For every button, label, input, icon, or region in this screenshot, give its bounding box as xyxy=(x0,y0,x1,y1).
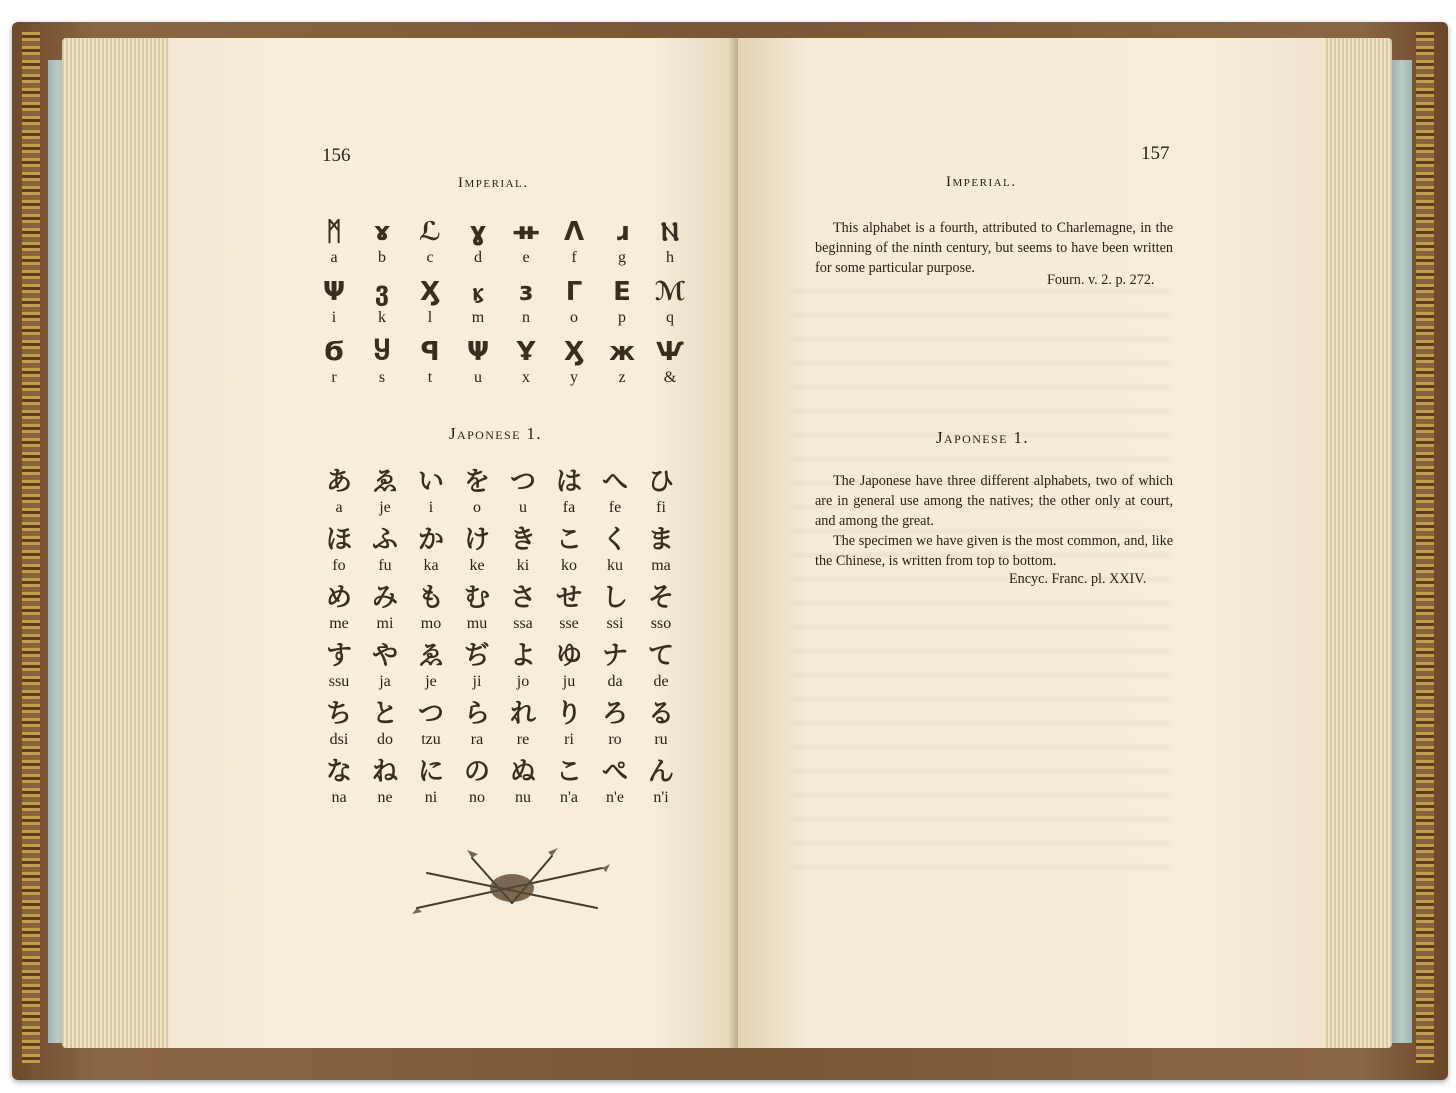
letter-label: g xyxy=(618,249,626,266)
letter-label: a xyxy=(330,249,338,266)
letter-label: z xyxy=(618,369,626,386)
letter-glyph: ろ xyxy=(601,699,628,729)
letter-label: f xyxy=(571,249,577,266)
letter-glyph: ɣ xyxy=(469,217,487,247)
letter-label: & xyxy=(663,369,677,386)
letter-label: je xyxy=(425,673,437,690)
letter-label: p xyxy=(618,309,626,326)
letter-cell xyxy=(638,698,684,750)
letter-label: ko xyxy=(561,557,577,574)
letter-label: ro xyxy=(608,731,622,748)
letter-cell xyxy=(592,466,638,518)
letter-label: je xyxy=(379,499,391,516)
letter-cell xyxy=(454,640,500,692)
endpaper-edge xyxy=(1392,60,1412,1043)
letter-label: de xyxy=(653,673,669,690)
letter-glyph: や xyxy=(371,641,398,671)
letter-cell xyxy=(638,466,684,518)
letter-cell xyxy=(550,216,598,268)
letter-glyph: も xyxy=(417,583,444,613)
letter-glyph: す xyxy=(325,641,352,671)
page-number-left: 156 xyxy=(322,145,351,166)
letter-label: mi xyxy=(376,615,394,632)
japonese-description xyxy=(815,471,1173,571)
letter-glyph: ꟼ xyxy=(420,337,440,367)
letter-label: ru xyxy=(654,731,668,748)
letter-glyph: ゆ xyxy=(555,641,582,671)
letter-glyph: ほ xyxy=(325,525,352,555)
letter-cell xyxy=(550,276,598,328)
letter-label: ra xyxy=(470,731,484,748)
crossed-arms-ornament xyxy=(412,848,612,918)
letter-label: n'a xyxy=(560,789,578,806)
letter-cell xyxy=(550,336,598,388)
letter-cell xyxy=(310,216,358,268)
letter-label: re xyxy=(516,731,530,748)
letter-label: no xyxy=(469,789,485,806)
letter-label: mu xyxy=(466,615,488,632)
letter-label: k xyxy=(378,309,386,326)
letter-cell xyxy=(362,698,408,750)
letter-label: u xyxy=(519,499,527,516)
letter-cell xyxy=(454,698,500,750)
letter-cell xyxy=(502,336,550,388)
letter-cell xyxy=(500,466,546,518)
letter-cell xyxy=(454,276,502,328)
letter-glyph: ᛗ xyxy=(326,217,342,247)
cover-border-ornament xyxy=(22,32,40,1063)
letter-cell xyxy=(646,216,694,268)
letter-cell xyxy=(592,756,638,808)
letter-cell xyxy=(546,640,592,692)
letter-glyph: く xyxy=(601,525,628,555)
letter-cell xyxy=(406,216,454,268)
letter-cell xyxy=(358,216,406,268)
letter-glyph: き xyxy=(509,525,536,555)
letter-label: n xyxy=(522,309,530,326)
letter-cell xyxy=(546,582,592,634)
letter-label: da xyxy=(607,673,623,690)
letter-label: sso xyxy=(650,615,672,632)
letter-cell xyxy=(362,582,408,634)
letter-cell xyxy=(646,336,694,388)
letter-cell xyxy=(358,336,406,388)
letter-glyph: ナ xyxy=(601,641,628,671)
letter-glyph: ね xyxy=(371,757,398,787)
letter-glyph: な xyxy=(325,757,352,787)
letter-cell xyxy=(502,216,550,268)
letter-glyph: ら xyxy=(463,699,490,729)
letter-cell xyxy=(454,524,500,576)
letter-glyph: さ xyxy=(509,583,536,613)
letter-label: fa xyxy=(562,499,576,516)
letter-label: ma xyxy=(651,557,671,574)
letter-label: fo xyxy=(332,557,346,574)
letter-cell xyxy=(598,276,646,328)
letter-label: t xyxy=(427,369,433,386)
letter-label: me xyxy=(329,615,349,632)
letter-cell xyxy=(406,276,454,328)
letter-label: ssa xyxy=(513,615,533,632)
letter-cell xyxy=(500,756,546,808)
letter-label: m xyxy=(471,309,485,326)
letter-cell xyxy=(546,698,592,750)
letter-cell xyxy=(362,640,408,692)
letter-glyph: り xyxy=(555,699,582,729)
letter-label: jo xyxy=(516,673,530,690)
letter-glyph: Ұ xyxy=(516,337,536,367)
letter-label: do xyxy=(377,731,393,748)
letter-glyph: あ xyxy=(325,467,352,497)
letter-glyph: せ xyxy=(555,583,582,613)
letter-glyph: ⳤ xyxy=(472,277,484,307)
letter-label: fi xyxy=(656,499,666,516)
letter-label: a xyxy=(335,499,343,516)
letter-glyph: か xyxy=(417,525,444,555)
letter-cell xyxy=(362,756,408,808)
letter-label: ki xyxy=(516,557,530,574)
letter-glyph: ぬ xyxy=(509,757,536,787)
letter-glyph: ɤ xyxy=(373,217,391,247)
page-number-right: 157 xyxy=(1141,143,1170,164)
letter-label: i xyxy=(331,309,337,326)
letter-glyph: と xyxy=(371,699,398,729)
letter-cell xyxy=(362,524,408,576)
letter-cell xyxy=(638,524,684,576)
letter-glyph: Ψ xyxy=(466,337,490,367)
letter-cell xyxy=(316,640,362,692)
letter-glyph: そ xyxy=(647,583,674,613)
japonese-syllabary-table xyxy=(316,466,684,808)
letter-label: u xyxy=(474,369,482,386)
letter-label: o xyxy=(570,309,578,326)
letter-label: e xyxy=(522,249,530,266)
letter-label: n'i xyxy=(653,789,669,806)
letter-cell xyxy=(408,698,454,750)
letter-glyph: ვ xyxy=(374,277,390,307)
letter-cell xyxy=(546,756,592,808)
letter-label: b xyxy=(378,249,386,266)
letter-cell xyxy=(316,698,362,750)
letter-cell xyxy=(638,582,684,634)
letter-glyph: ぢ xyxy=(463,641,490,671)
letter-label: ne xyxy=(377,789,393,806)
letter-cell xyxy=(316,582,362,634)
letter-glyph: ᐱ xyxy=(563,217,585,247)
letter-glyph: つ xyxy=(509,467,536,497)
letter-cell xyxy=(592,640,638,692)
imperial-description xyxy=(815,218,1173,278)
letter-cell xyxy=(454,756,500,808)
letter-cell xyxy=(454,336,502,388)
letter-label: ke xyxy=(469,557,485,574)
letter-glyph: ゑ xyxy=(371,467,398,497)
letter-cell xyxy=(362,466,408,518)
letter-glyph: ᚑ xyxy=(513,217,539,247)
letter-glyph: へ xyxy=(601,467,628,497)
letter-glyph: よ xyxy=(509,641,536,671)
letter-label: ssi xyxy=(606,615,624,632)
letter-cell xyxy=(500,640,546,692)
letter-cell xyxy=(546,466,592,518)
letter-cell xyxy=(598,336,646,388)
letter-glyph: Ε xyxy=(613,277,631,307)
cover-border-ornament xyxy=(1416,32,1434,1063)
letter-label: l xyxy=(427,309,433,326)
running-head-left: Imperial. xyxy=(458,175,529,191)
letter-glyph: ぺ xyxy=(601,757,628,787)
imperial-paragraph: This alphabet is a fourth, attributed to Charlemagne, in the beginning of the ninth century, but seems to have been written for some particular purpose. xyxy=(815,220,1173,276)
letter-glyph: い xyxy=(417,467,444,497)
letter-label: ni xyxy=(424,789,438,806)
letter-glyph: Ⴘ xyxy=(373,337,391,367)
letter-glyph: ま xyxy=(647,525,674,555)
letter-label: ka xyxy=(423,557,439,574)
letter-glyph: れ xyxy=(509,699,536,729)
letter-glyph: み xyxy=(371,583,398,613)
letter-glyph: つ xyxy=(417,699,444,729)
japonese-paragraph-1: The Japonese have three different alphabets, two of which are in general use among the natives; the other only at court, and among the great. xyxy=(815,473,1173,529)
letter-glyph: Ӽ xyxy=(419,277,441,307)
letter-cell xyxy=(316,524,362,576)
letter-cell xyxy=(454,216,502,268)
letter-glyph: る xyxy=(647,699,674,729)
letter-glyph: ふ xyxy=(371,525,398,555)
letter-glyph: め xyxy=(325,583,352,613)
japonese-paragraph-2: The specimen we have given is the most common, and, like the Chinese, is written from top to bottom. xyxy=(815,533,1173,569)
letter-cell xyxy=(358,276,406,328)
letter-cell xyxy=(310,336,358,388)
letter-cell xyxy=(500,698,546,750)
letter-cell xyxy=(546,524,592,576)
letter-cell xyxy=(638,756,684,808)
letter-cell xyxy=(408,582,454,634)
letter-label: fu xyxy=(378,557,392,574)
letter-label: x xyxy=(522,369,530,386)
letter-cell xyxy=(408,524,454,576)
letter-glyph: て xyxy=(647,641,674,671)
letter-cell xyxy=(316,466,362,518)
letter-glyph: ж xyxy=(609,337,635,367)
letter-label: fe xyxy=(608,499,622,516)
letter-cell xyxy=(646,276,694,328)
letter-label: ja xyxy=(379,673,391,690)
letter-glyph: ん xyxy=(647,757,674,787)
imperial-reference: Fourn. v. 2. p. 272. xyxy=(1047,272,1155,288)
letter-label: n'e xyxy=(606,789,624,806)
letter-glyph: Ψ xyxy=(322,277,346,307)
letter-glyph: の xyxy=(463,757,490,787)
letter-label: sse xyxy=(559,615,579,632)
letter-glyph: を xyxy=(463,467,490,497)
letter-glyph: Ϭ xyxy=(324,337,344,367)
letter-cell xyxy=(592,582,638,634)
letter-cell xyxy=(454,582,500,634)
section-heading-japonese: Japonese 1. xyxy=(449,424,543,443)
letter-glyph: ち xyxy=(325,699,352,729)
letter-glyph: し xyxy=(601,583,628,613)
letter-glyph: ゑ xyxy=(417,641,444,671)
letter-label: h xyxy=(666,249,674,266)
letter-glyph: Ӽ xyxy=(563,337,585,367)
letter-label: ri xyxy=(564,731,574,748)
letter-cell xyxy=(598,216,646,268)
letter-cell xyxy=(500,582,546,634)
letter-glyph: ɜ xyxy=(518,277,534,307)
letter-cell xyxy=(408,756,454,808)
imperial-alphabet-table xyxy=(310,216,694,388)
letter-cell xyxy=(502,276,550,328)
letter-cell xyxy=(500,524,546,576)
letter-cell xyxy=(406,336,454,388)
japonese-reference: Encyc. Franc. pl. XXIV. xyxy=(1009,571,1147,587)
running-head-right: Imperial. xyxy=(946,174,1017,190)
letter-cell xyxy=(408,640,454,692)
letter-cell xyxy=(638,640,684,692)
letter-label: i xyxy=(428,499,434,516)
letter-label: ju xyxy=(562,673,576,690)
letter-label: ku xyxy=(607,557,623,574)
letter-label: mo xyxy=(420,615,442,632)
letter-glyph: Ⲛ xyxy=(660,217,680,247)
letter-glyph: は xyxy=(555,467,582,497)
letter-label: ji xyxy=(472,673,482,690)
letter-glyph: こ xyxy=(555,757,582,787)
letter-cell xyxy=(316,756,362,808)
letter-glyph: ℳ xyxy=(654,277,686,307)
letter-label: nu xyxy=(515,789,531,806)
letter-label: d xyxy=(474,249,482,266)
letter-glyph: ひ xyxy=(647,467,674,497)
letter-label: na xyxy=(331,789,347,806)
letter-glyph: に xyxy=(417,757,444,787)
letter-label: o xyxy=(473,499,481,516)
letter-glyph: ɹ xyxy=(615,217,629,247)
letter-label: ssu xyxy=(328,673,350,690)
letter-cell xyxy=(454,466,500,518)
section-heading-japonese-right: Japonese 1. xyxy=(936,428,1030,447)
letter-cell xyxy=(408,466,454,518)
page-edges-left xyxy=(62,38,182,1048)
letter-cell xyxy=(310,276,358,328)
letter-cell xyxy=(592,524,638,576)
letter-label: c xyxy=(426,249,434,266)
letter-label: s xyxy=(378,369,386,386)
letter-cell xyxy=(592,698,638,750)
letter-label: y xyxy=(570,369,578,386)
letter-glyph: Γ xyxy=(565,277,583,307)
letter-label: q xyxy=(666,309,674,326)
letter-glyph: こ xyxy=(555,525,582,555)
letter-label: tzu xyxy=(421,731,441,748)
letter-glyph: む xyxy=(463,583,490,613)
letter-glyph: ℒ xyxy=(418,217,442,247)
letter-glyph: け xyxy=(463,525,490,555)
letter-label: dsi xyxy=(329,731,349,748)
letter-label: r xyxy=(331,369,337,386)
letter-glyph: Ѱ xyxy=(656,337,684,367)
